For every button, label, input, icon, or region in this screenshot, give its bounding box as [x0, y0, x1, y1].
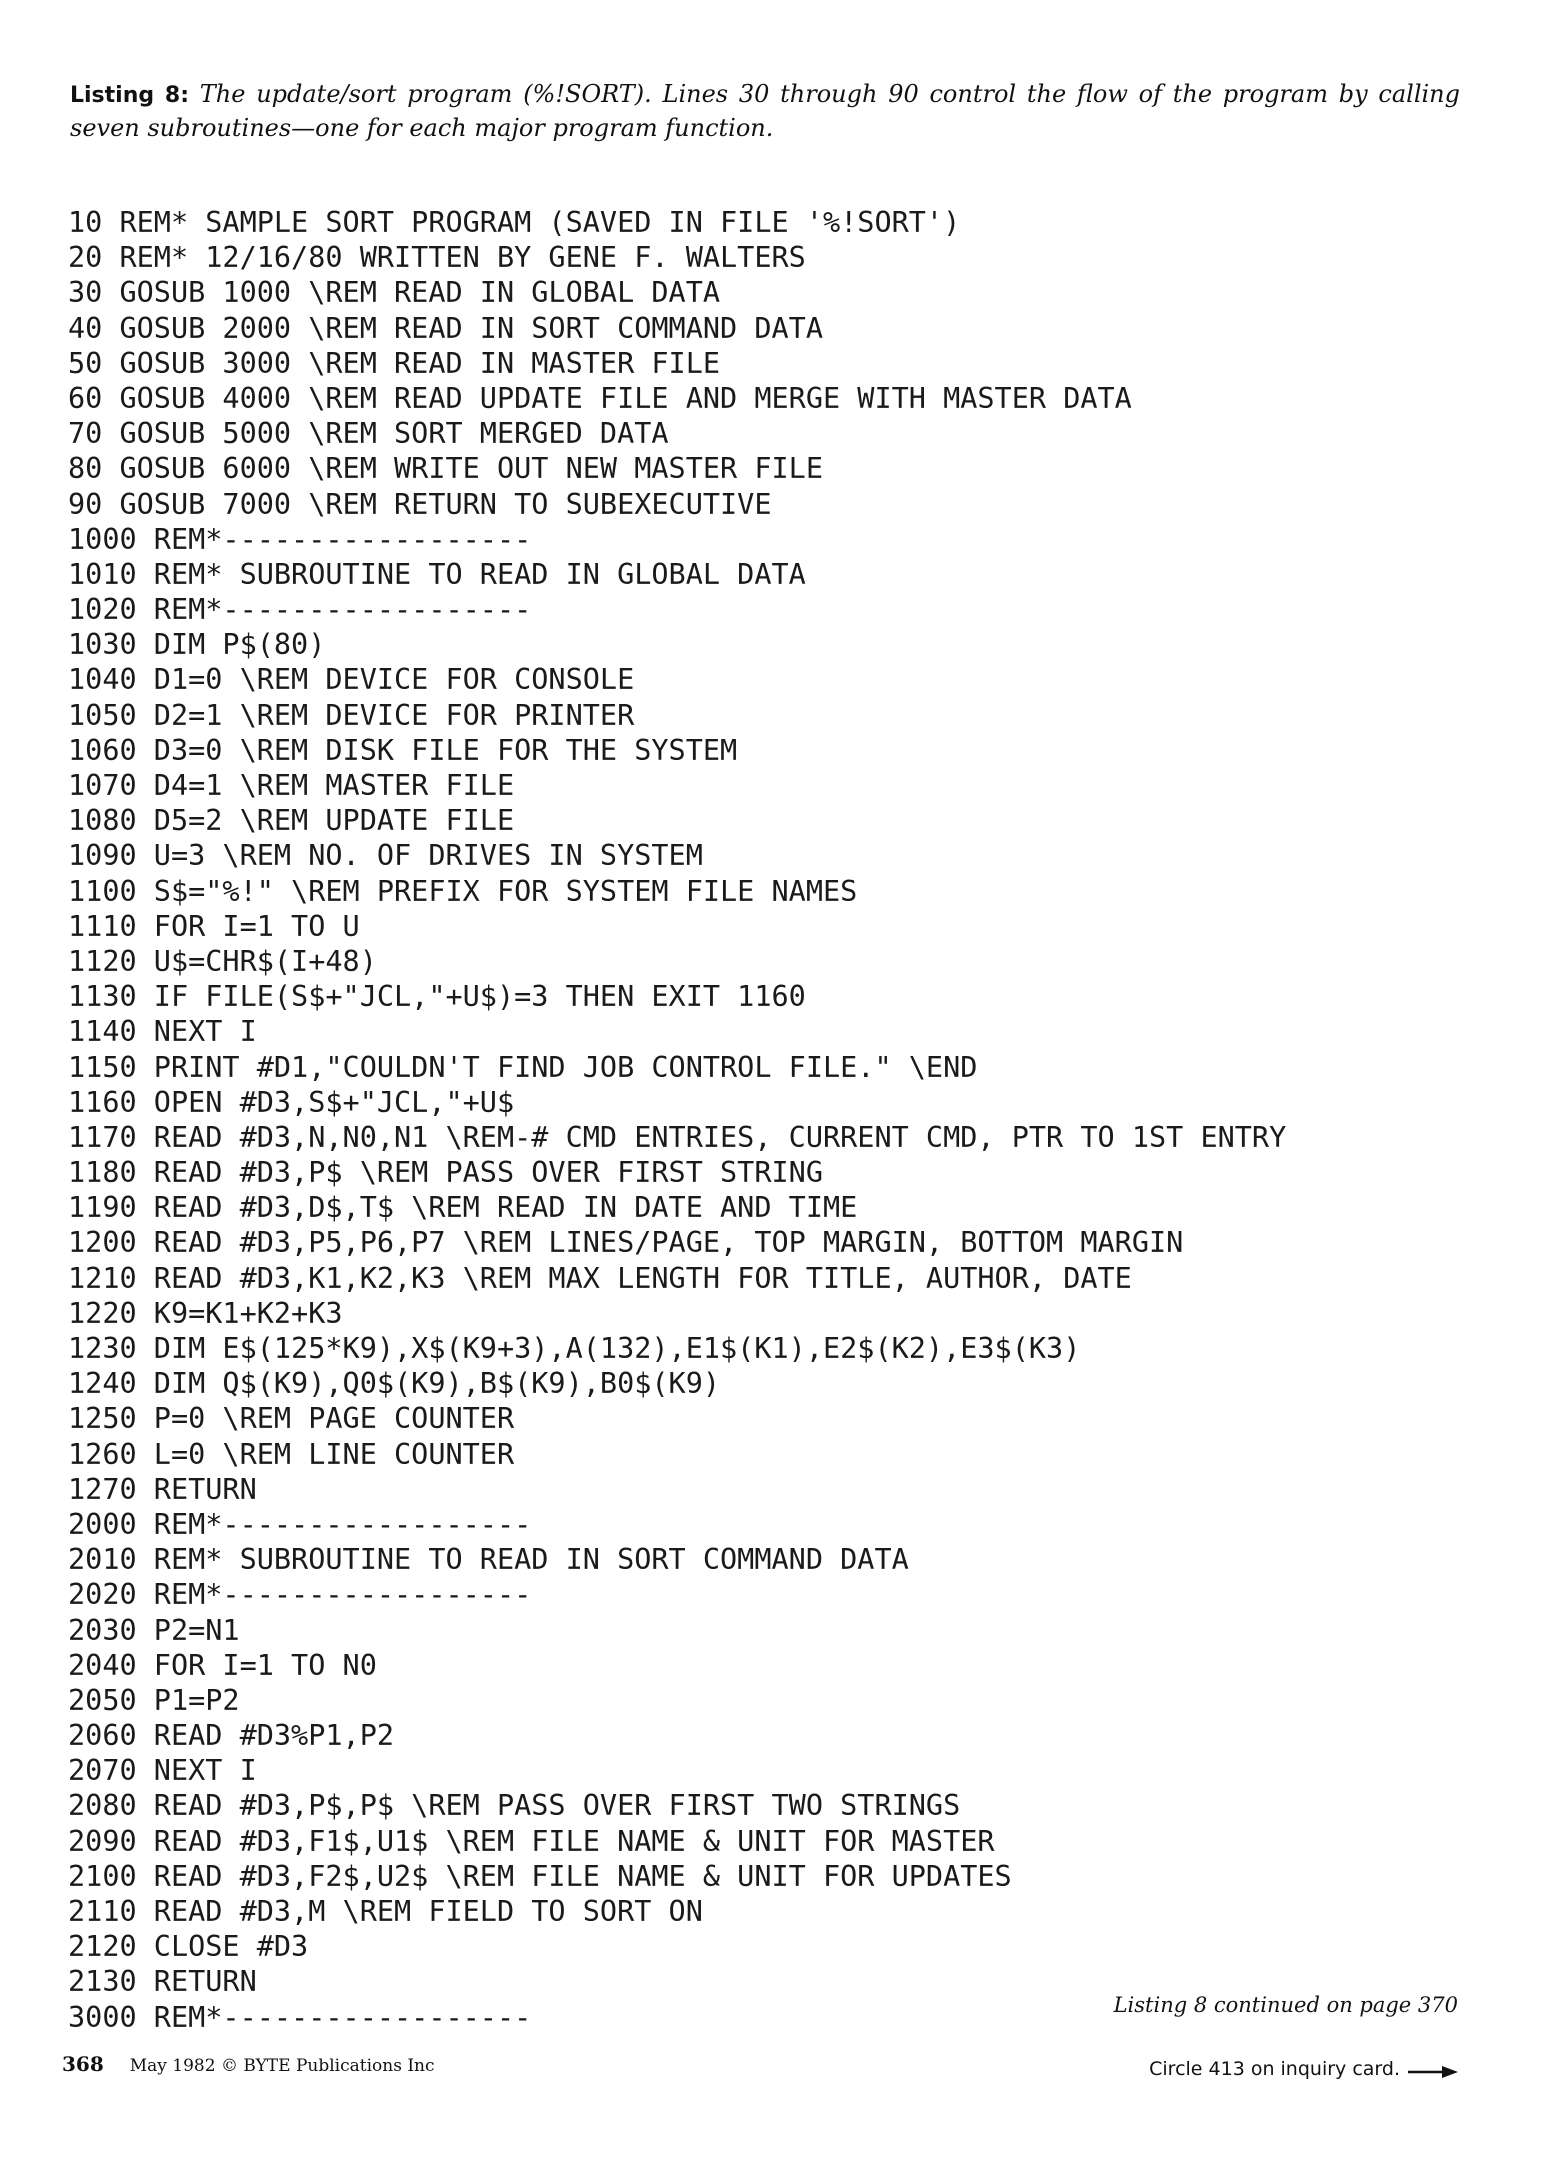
code-line: 1040 D1=0 \REM DEVICE FOR CONSOLE [68, 663, 635, 697]
code-line: 1240 DIM Q$(K9),Q0$(K9),B$(K9),B0$(K9) [68, 1367, 721, 1401]
code-line: 2060 READ #D3%P1,P2 [68, 1719, 395, 1753]
code-line: 1020 REM*------------------ [68, 593, 532, 627]
code-line: 30 GOSUB 1000 \REM READ IN GLOBAL DATA [68, 276, 721, 310]
code-line: 1140 NEXT I [68, 1015, 257, 1049]
continuation-note: Listing 8 continued on page 370 [1113, 1993, 1458, 2017]
code-line: 1260 L=0 \REM LINE COUNTER [68, 1437, 515, 1471]
inquiry-text: Circle 413 on inquiry card. [1149, 2058, 1400, 2080]
code-line: 1190 READ #D3,D$,T$ \REM READ IN DATE AND TIME [68, 1191, 858, 1225]
code-line: 1130 IF FILE(S$+"JCL,"+U$)=3 THEN EXIT 1160 [68, 980, 806, 1014]
code-line: 1220 K9=K1+K2+K3 [68, 1296, 343, 1330]
inquiry-note [1149, 2058, 1458, 2080]
code-line: 1200 READ #D3,P5,P6,P7 \REM LINES/PAGE, TOP MARGIN, BOTTOM MARGIN [68, 1226, 1184, 1260]
code-line: 3000 REM*------------------ [68, 2000, 532, 2034]
caption-label: Listing 8: [70, 83, 190, 108]
page-number: 368 [62, 2052, 104, 2076]
arrow-right-icon [1408, 2062, 1458, 2076]
code-line: 1160 OPEN #D3,S$+"JCL,"+U$ [68, 1085, 515, 1119]
code-line: 1030 DIM P$(80) [68, 628, 326, 662]
code-line: 2040 FOR I=1 TO N0 [68, 1648, 377, 1682]
code-line: 1120 U$=CHR$(I+48) [68, 944, 377, 978]
code-line: 1100 S$="%!" \REM PREFIX FOR SYSTEM FILE NAMES [68, 874, 858, 908]
caption-text: The update/sort program (%!SORT). Lines 30 through 90 control the flow of the program by calling seven subroutines—one for each major program function. [70, 80, 1460, 142]
code-line: 60 GOSUB 4000 \REM READ UPDATE FILE AND MERGE WITH MASTER DATA [68, 381, 1132, 415]
code-line: 70 GOSUB 5000 \REM SORT MERGED DATA [68, 417, 669, 451]
code-line: 1050 D2=1 \REM DEVICE FOR PRINTER [68, 698, 635, 732]
code-line: 10 REM* SAMPLE SORT PROGRAM (SAVED IN FILE '%!SORT') [68, 206, 961, 239]
page-footer [62, 2052, 435, 2076]
listing-caption [70, 78, 1460, 145]
code-line: 2090 READ #D3,F1$,U1$ \REM FILE NAME & UNIT FOR MASTER [68, 1824, 995, 1858]
code-line: 1080 D5=2 \REM UPDATE FILE [68, 804, 515, 838]
code-line: 1230 DIM E$(125*K9),X$(K9+3),A(132),E1$(K1),E2$(K2),E3$(K3) [68, 1332, 1081, 1365]
code-line: 1010 REM* SUBROUTINE TO READ IN GLOBAL DATA [68, 557, 806, 591]
code-line: 2100 READ #D3,F2$,U2$ \REM FILE NAME & UNIT FOR UPDATES [68, 1859, 1012, 1893]
code-line: 2070 NEXT I [68, 1754, 257, 1788]
code-line: 2010 REM* SUBROUTINE TO READ IN SORT COMMAND DATA [68, 1543, 909, 1577]
code-line: 2020 REM*------------------ [68, 1578, 532, 1612]
code-line: 2050 P1=P2 [68, 1683, 240, 1717]
publication-info: May 1982 © BYTE Publications Inc [129, 2056, 435, 2076]
code-line: 1210 READ #D3,K1,K2,K3 \REM MAX LENGTH FOR TITLE, AUTHOR, DATE [68, 1261, 1132, 1295]
code-line: 1170 READ #D3,N,N0,N1 \REM-# CMD ENTRIES, CURRENT CMD, PTR TO 1ST ENTRY [68, 1120, 1287, 1154]
code-line: 90 GOSUB 7000 \REM RETURN TO SUBEXECUTIVE [68, 487, 772, 521]
code-line: 2110 READ #D3,M \REM FIELD TO SORT ON [68, 1895, 703, 1928]
code-line: 1060 D3=0 \REM DISK FILE FOR THE SYSTEM [68, 733, 738, 767]
code-line: 1180 READ #D3,P$ \REM PASS OVER FIRST STRING [68, 1156, 823, 1190]
code-line: 2080 READ #D3,P$,P$ \REM PASS OVER FIRST TWO STRINGS [68, 1789, 961, 1823]
code-line: 20 REM* 12/16/80 WRITTEN BY GENE F. WALTERS [68, 241, 806, 275]
code-listing [68, 205, 1286, 2035]
code-line: 1270 RETURN [68, 1472, 257, 1506]
code-line: 2130 RETURN [68, 1965, 257, 1999]
code-line: 1000 REM*------------------ [68, 522, 532, 556]
code-line: 1070 D4=1 \REM MASTER FILE [68, 769, 515, 802]
code-line: 2120 CLOSE #D3 [68, 1930, 309, 1964]
code-line: 1250 P=0 \REM PAGE COUNTER [68, 1402, 515, 1436]
code-line: 80 GOSUB 6000 \REM WRITE OUT NEW MASTER FILE [68, 452, 823, 486]
code-line: 2000 REM*------------------ [68, 1507, 532, 1541]
code-line: 1090 U=3 \REM NO. OF DRIVES IN SYSTEM [68, 839, 703, 873]
code-line: 50 GOSUB 3000 \REM READ IN MASTER FILE [68, 346, 721, 380]
code-line: 1110 FOR I=1 TO U [68, 909, 360, 943]
code-line: 40 GOSUB 2000 \REM READ IN SORT COMMAND DATA [68, 311, 823, 345]
code-line: 1150 PRINT #D1,"COULDN'T FIND JOB CONTROL FILE." \END [68, 1050, 978, 1084]
code-line: 2030 P2=N1 [68, 1613, 240, 1647]
